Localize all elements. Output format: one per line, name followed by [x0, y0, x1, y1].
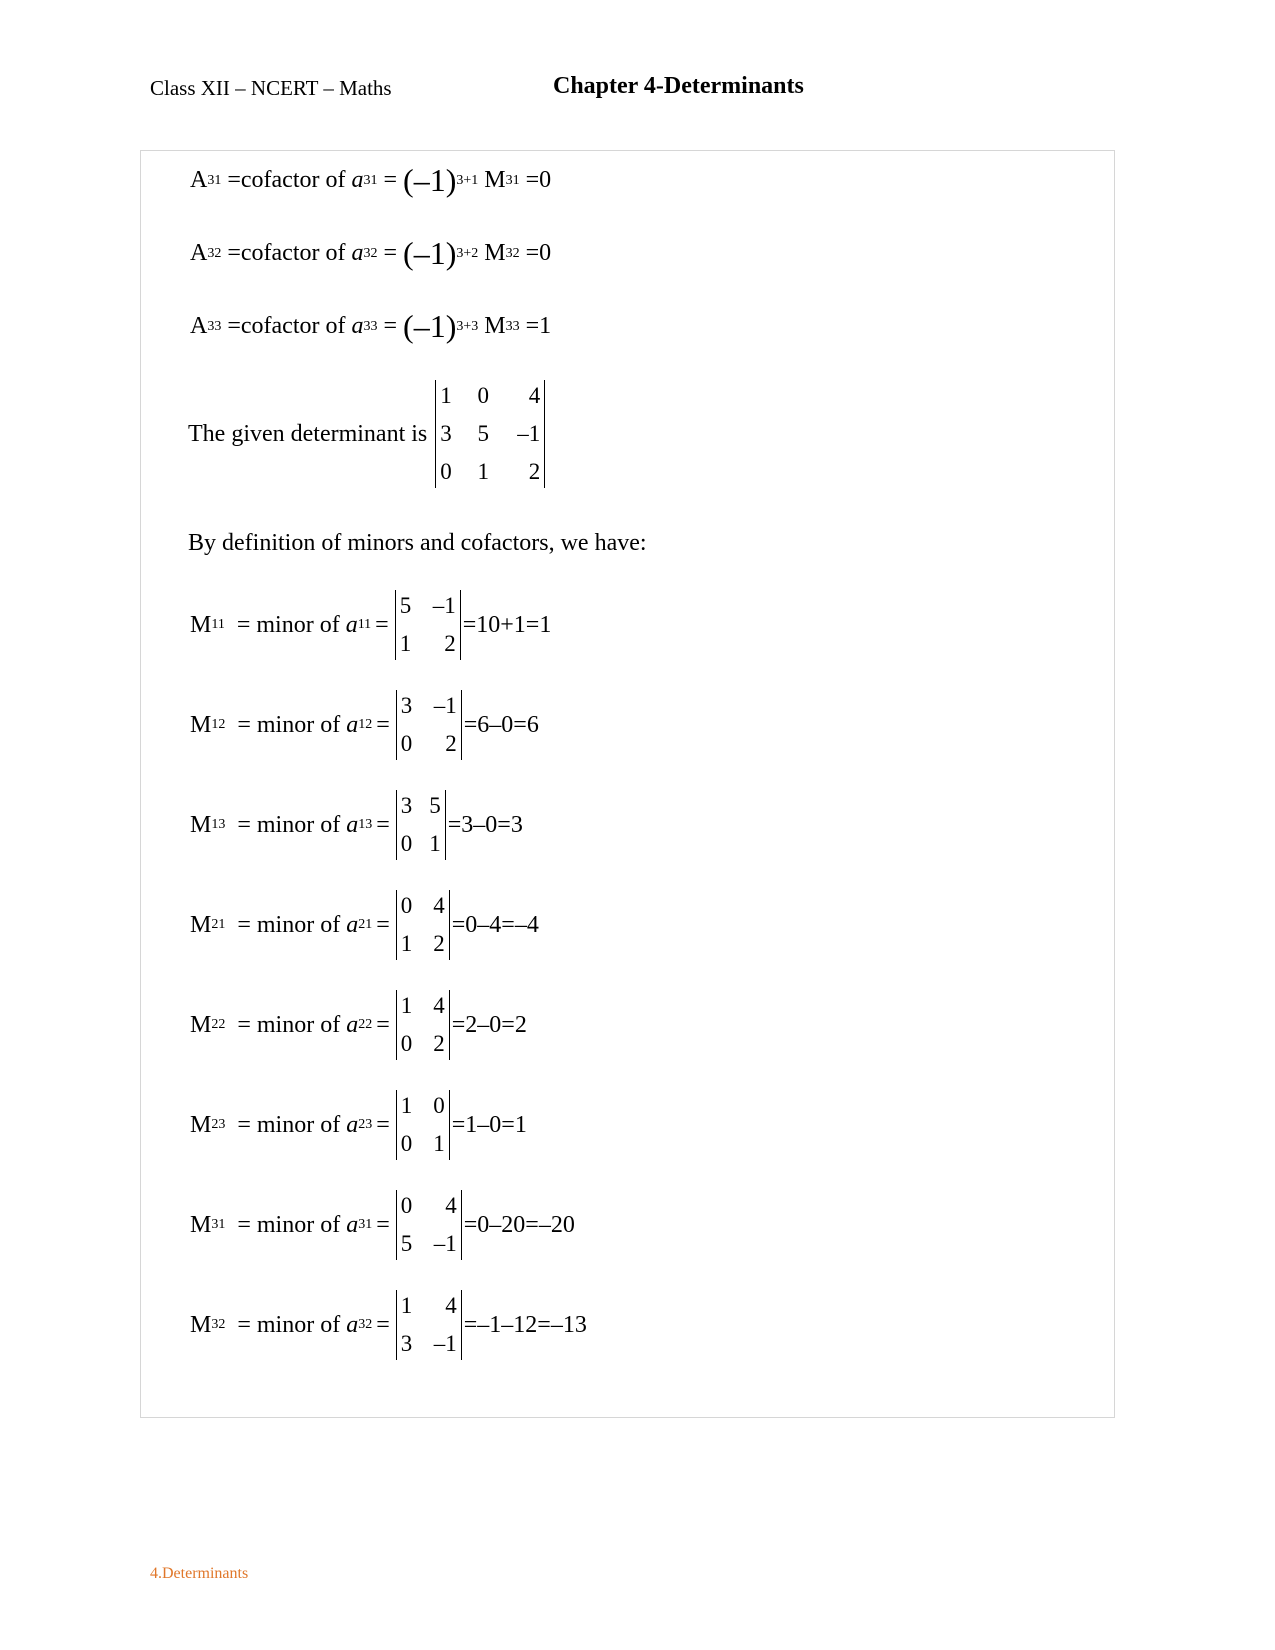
minor-row: M 22 = minor of a 22 = 1 4 0 2 =2–0=2 — [190, 990, 527, 1060]
minor-text: = minor of — [237, 911, 341, 938]
cofactor-result: =0 — [525, 240, 552, 266]
element-var: a — [346, 911, 359, 938]
matrix-cell: 3 — [400, 793, 413, 818]
matrix-cell: 0 — [440, 459, 452, 484]
matrix-cell: 5 — [400, 1231, 413, 1256]
minor-symbol: M — [190, 1111, 212, 1138]
minor-text: = minor of — [237, 1211, 341, 1238]
minor-text: = minor of — [237, 1311, 341, 1338]
matrix-cell: 4 — [433, 993, 445, 1018]
minor-determinant — [396, 1090, 450, 1160]
matrix-cell: 3 — [440, 421, 452, 446]
matrix-cell: 1 — [400, 1093, 413, 1118]
matrix-cell: 0 — [400, 1193, 413, 1218]
equals-sign: = — [376, 811, 390, 838]
matrix-cell: 2 — [433, 931, 445, 956]
matrix-cell: 2 — [433, 1031, 445, 1056]
minor-result: =0–4=–4 — [451, 911, 539, 938]
minor-symbol: M — [484, 167, 506, 193]
minor-result: =10+1=1 — [462, 611, 552, 638]
matrix-cell: 0 — [400, 831, 413, 856]
given-determinant-row — [188, 380, 547, 488]
cofactor-result: =0 — [525, 167, 552, 193]
sign-base: (–1) — [403, 162, 457, 198]
cofactor-text: =cofactor of — [227, 240, 346, 266]
minor-determinant — [396, 690, 462, 760]
minor-determinant — [396, 1190, 462, 1260]
equals-sign: = — [383, 167, 398, 193]
chapter-title: Chapter 4-Determinants — [553, 73, 804, 99]
matrix-cell: 0 — [477, 383, 490, 408]
matrix-cell: 5 — [399, 593, 412, 618]
equals-sign: = — [376, 711, 390, 738]
minor-symbol: M — [190, 611, 212, 638]
cofactor-row: A 32 =cofactor of a 32 = (–1) 3+2 M 32 =0 — [190, 235, 552, 271]
equals-sign: = — [375, 611, 389, 638]
minor-determinant — [396, 790, 446, 860]
minor-row: M 32 = minor of a 32 = 1 4 3 –1 =–1–12=–13 — [190, 1290, 587, 1360]
matrix-cell: 0 — [400, 1131, 413, 1156]
element-var: a — [345, 611, 358, 638]
minor-row: M 13 = minor of a 13 = 3 5 0 1 =3–0=3 — [190, 790, 523, 860]
equals-sign: = — [383, 313, 398, 339]
equals-sign: = — [376, 1311, 390, 1338]
element-var: a — [351, 240, 364, 266]
given-text: The given determinant is — [188, 420, 428, 447]
element-var: a — [346, 1011, 359, 1038]
minor-text: = minor of — [237, 1011, 341, 1038]
minor-symbol: M — [190, 1311, 212, 1338]
matrix-cell: 1 — [433, 1131, 445, 1156]
element-var: a — [346, 811, 359, 838]
minor-row: M 31 = minor of a 31 = 0 4 5 –1 =0–20=–20 — [190, 1190, 575, 1260]
element-var: a — [346, 1211, 359, 1238]
minor-symbol: M — [190, 911, 212, 938]
minor-result: =3–0=3 — [447, 811, 523, 838]
element-var: a — [351, 313, 364, 339]
cofactor-row: A 31 =cofactor of a 31 = (–1) 3+1 M 31 =0 — [190, 162, 552, 198]
minor-text: = minor of — [237, 711, 341, 738]
minor-result: =1–0=1 — [451, 1111, 527, 1138]
minor-result: =6–0=6 — [463, 711, 539, 738]
equals-sign: = — [376, 1011, 390, 1038]
minor-row: M 11 = minor of a 11 = 5 –1 1 2 =10+1=1 — [190, 590, 551, 660]
matrix-cell: 1 — [400, 993, 413, 1018]
matrix-cell: 0 — [400, 893, 413, 918]
equals-sign: = — [376, 1211, 390, 1238]
matrix-cell: 1 — [440, 383, 452, 408]
cofactor-result: =1 — [525, 313, 552, 339]
minor-text: = minor of — [236, 611, 340, 638]
matrix-cell: –1 — [433, 1331, 457, 1356]
equals-sign: = — [376, 911, 390, 938]
matrix-cell: 1 — [429, 831, 441, 856]
matrix-cell: 4 — [445, 1293, 457, 1318]
matrix-cell: –1 — [432, 593, 456, 618]
sign-base: (–1) — [403, 308, 457, 344]
minor-row: M 23 = minor of a 23 = 1 0 0 1 =1–0=1 — [190, 1090, 527, 1160]
matrix-cell: 2 — [444, 631, 456, 656]
matrix-cell: 5 — [477, 421, 490, 446]
matrix-cell: 0 — [400, 1031, 413, 1056]
minor-symbol: M — [484, 313, 506, 339]
minor-symbol: M — [190, 711, 212, 738]
minor-row: M 12 = minor of a 12 = 3 –1 0 2 =6–0=6 — [190, 690, 539, 760]
cofactor-row: A 33 =cofactor of a 33 = (–1) 3+3 M 33 =1 — [190, 308, 552, 344]
minor-row: M 21 = minor of a 21 = 0 4 1 2 =0–4=–4 — [190, 890, 539, 960]
given-determinant — [435, 380, 545, 488]
matrix-cell: 4 — [433, 893, 445, 918]
minor-text: = minor of — [237, 811, 341, 838]
matrix-cell: –1 — [517, 421, 541, 446]
matrix-cell: 4 — [445, 1193, 457, 1218]
minor-symbol: M — [190, 1211, 212, 1238]
minor-result: =0–20=–20 — [463, 1211, 575, 1238]
minor-determinant — [396, 1290, 462, 1360]
minor-symbol: M — [484, 240, 506, 266]
element-var: a — [346, 1311, 359, 1338]
page-footer: 4.Determinants — [150, 1565, 249, 1582]
equals-sign: = — [376, 1111, 390, 1138]
minor-symbol: M — [190, 811, 212, 838]
matrix-cell: 1 — [400, 931, 413, 956]
matrix-cell: 2 — [528, 459, 541, 484]
matrix-cell: 1 — [399, 631, 412, 656]
cofactor-text: =cofactor of — [227, 167, 346, 193]
minor-determinant — [396, 890, 450, 960]
minor-result: =–1–12=–13 — [463, 1311, 587, 1338]
matrix-cell: 0 — [400, 731, 413, 756]
minor-determinant — [395, 590, 461, 660]
minor-text: = minor of — [237, 1111, 341, 1138]
cofactor-symbol: A — [190, 167, 208, 193]
minor-determinant — [396, 990, 450, 1060]
minor-result: =2–0=2 — [451, 1011, 527, 1038]
element-var: a — [351, 167, 364, 193]
matrix-cell: 5 — [429, 793, 441, 818]
minor-symbol: M — [190, 1011, 212, 1038]
matrix-cell: –1 — [433, 693, 457, 718]
matrix-cell: 3 — [400, 1331, 413, 1356]
cofactor-symbol: A — [190, 240, 208, 266]
matrix-cell: 3 — [400, 693, 413, 718]
matrix-cell: 2 — [445, 731, 457, 756]
element-var: a — [346, 711, 359, 738]
header-left: Class XII – NCERT – Maths — [150, 76, 392, 100]
matrix-cell: –1 — [433, 1231, 457, 1256]
matrix-cell: 1 — [400, 1293, 413, 1318]
definition-text: By definition of minors and cofactors, we have: — [188, 530, 647, 556]
matrix-cell: 4 — [528, 383, 541, 408]
matrix-cell: 0 — [433, 1093, 445, 1118]
matrix-cell: 1 — [477, 459, 490, 484]
element-var: a — [346, 1111, 359, 1138]
sign-base: (–1) — [403, 235, 457, 271]
equals-sign: = — [383, 240, 398, 266]
cofactor-symbol: A — [190, 313, 208, 339]
cofactor-text: =cofactor of — [227, 313, 346, 339]
